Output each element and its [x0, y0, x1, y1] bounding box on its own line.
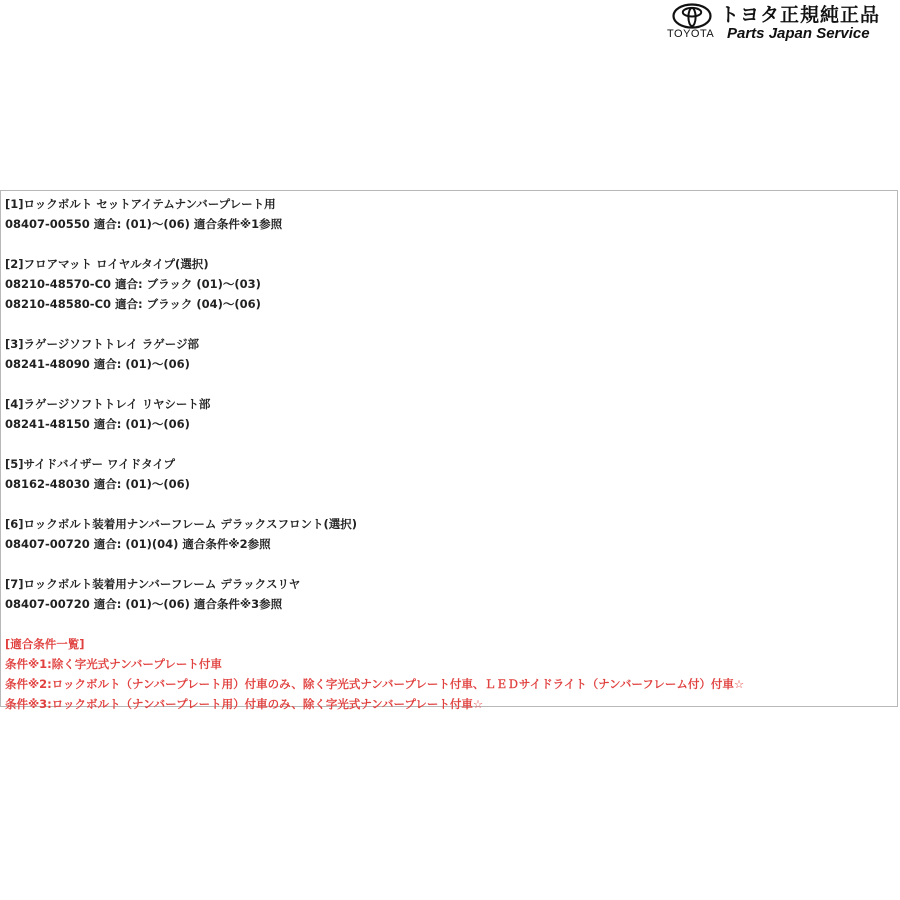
brand-service-name: Parts Japan Service [727, 25, 870, 42]
part-item [5, 254, 897, 314]
part-heading: [5]サイドバイザー ワイドタイプ [5, 457, 176, 471]
part-number-line: 08210-48570-C0 適合: ブラック (01)～(03) [5, 277, 261, 291]
part-number-line: 08407-00720 適合: (01)(04) 適合条件※2参照 [5, 537, 271, 551]
part-item [5, 394, 897, 434]
condition-line: 条件※3:ロックボルト（ナンバープレート用）付車のみ、除く字光式ナンバープレート付車☆ [5, 697, 484, 711]
brand-title-jp: トヨタ正規純正品 [720, 4, 881, 26]
part-item [5, 334, 897, 374]
brand-wordmark: TOYOTA [667, 28, 715, 40]
parts-list-panel [0, 190, 898, 711]
part-heading: [4]ラゲージソフトトレイ リヤシート部 [5, 397, 211, 411]
part-number-line: 08162-48030 適合: (01)～(06) [5, 477, 190, 491]
part-number-line: 08407-00550 適合: (01)～(06) 適合条件※1参照 [5, 217, 283, 231]
part-heading: [6]ロックボルト装着用ナンバーフレーム デラックスフロント(選択) [5, 517, 358, 531]
conditions-heading: [適合条件一覧] [5, 637, 85, 651]
part-item [5, 454, 897, 494]
brand-header [664, 0, 900, 48]
part-number-line: 08241-48150 適合: (01)～(06) [5, 417, 190, 431]
part-heading: [7]ロックボルト装着用ナンバーフレーム デラックスリヤ [5, 577, 301, 591]
conditions-list [5, 634, 897, 714]
part-item [5, 514, 897, 554]
part-heading: [3]ラゲージソフトトレイ ラゲージ部 [5, 337, 199, 351]
part-heading: [2]フロアマット ロイヤルタイプ(選択) [5, 257, 209, 271]
condition-line: 条件※2:ロックボルト（ナンバープレート用）付車のみ、除く字光式ナンバープレート付車、ＬＥＤサイドライト（ナンバーフレーム付）付車☆ [5, 677, 745, 691]
part-number-line: 08210-48580-C0 適合: ブラック (04)～(06) [5, 297, 261, 311]
condition-line: 条件※1:除く字光式ナンバープレート付車 [5, 657, 222, 671]
toyota-logo-icon [672, 3, 712, 29]
part-heading: [1]ロックボルト セットアイテムナンバープレート用 [5, 197, 276, 211]
part-number-line: 08407-00720 適合: (01)～(06) 適合条件※3参照 [5, 597, 283, 611]
part-item [5, 194, 897, 234]
part-item [5, 574, 897, 614]
part-number-line: 08241-48090 適合: (01)～(06) [5, 357, 190, 371]
